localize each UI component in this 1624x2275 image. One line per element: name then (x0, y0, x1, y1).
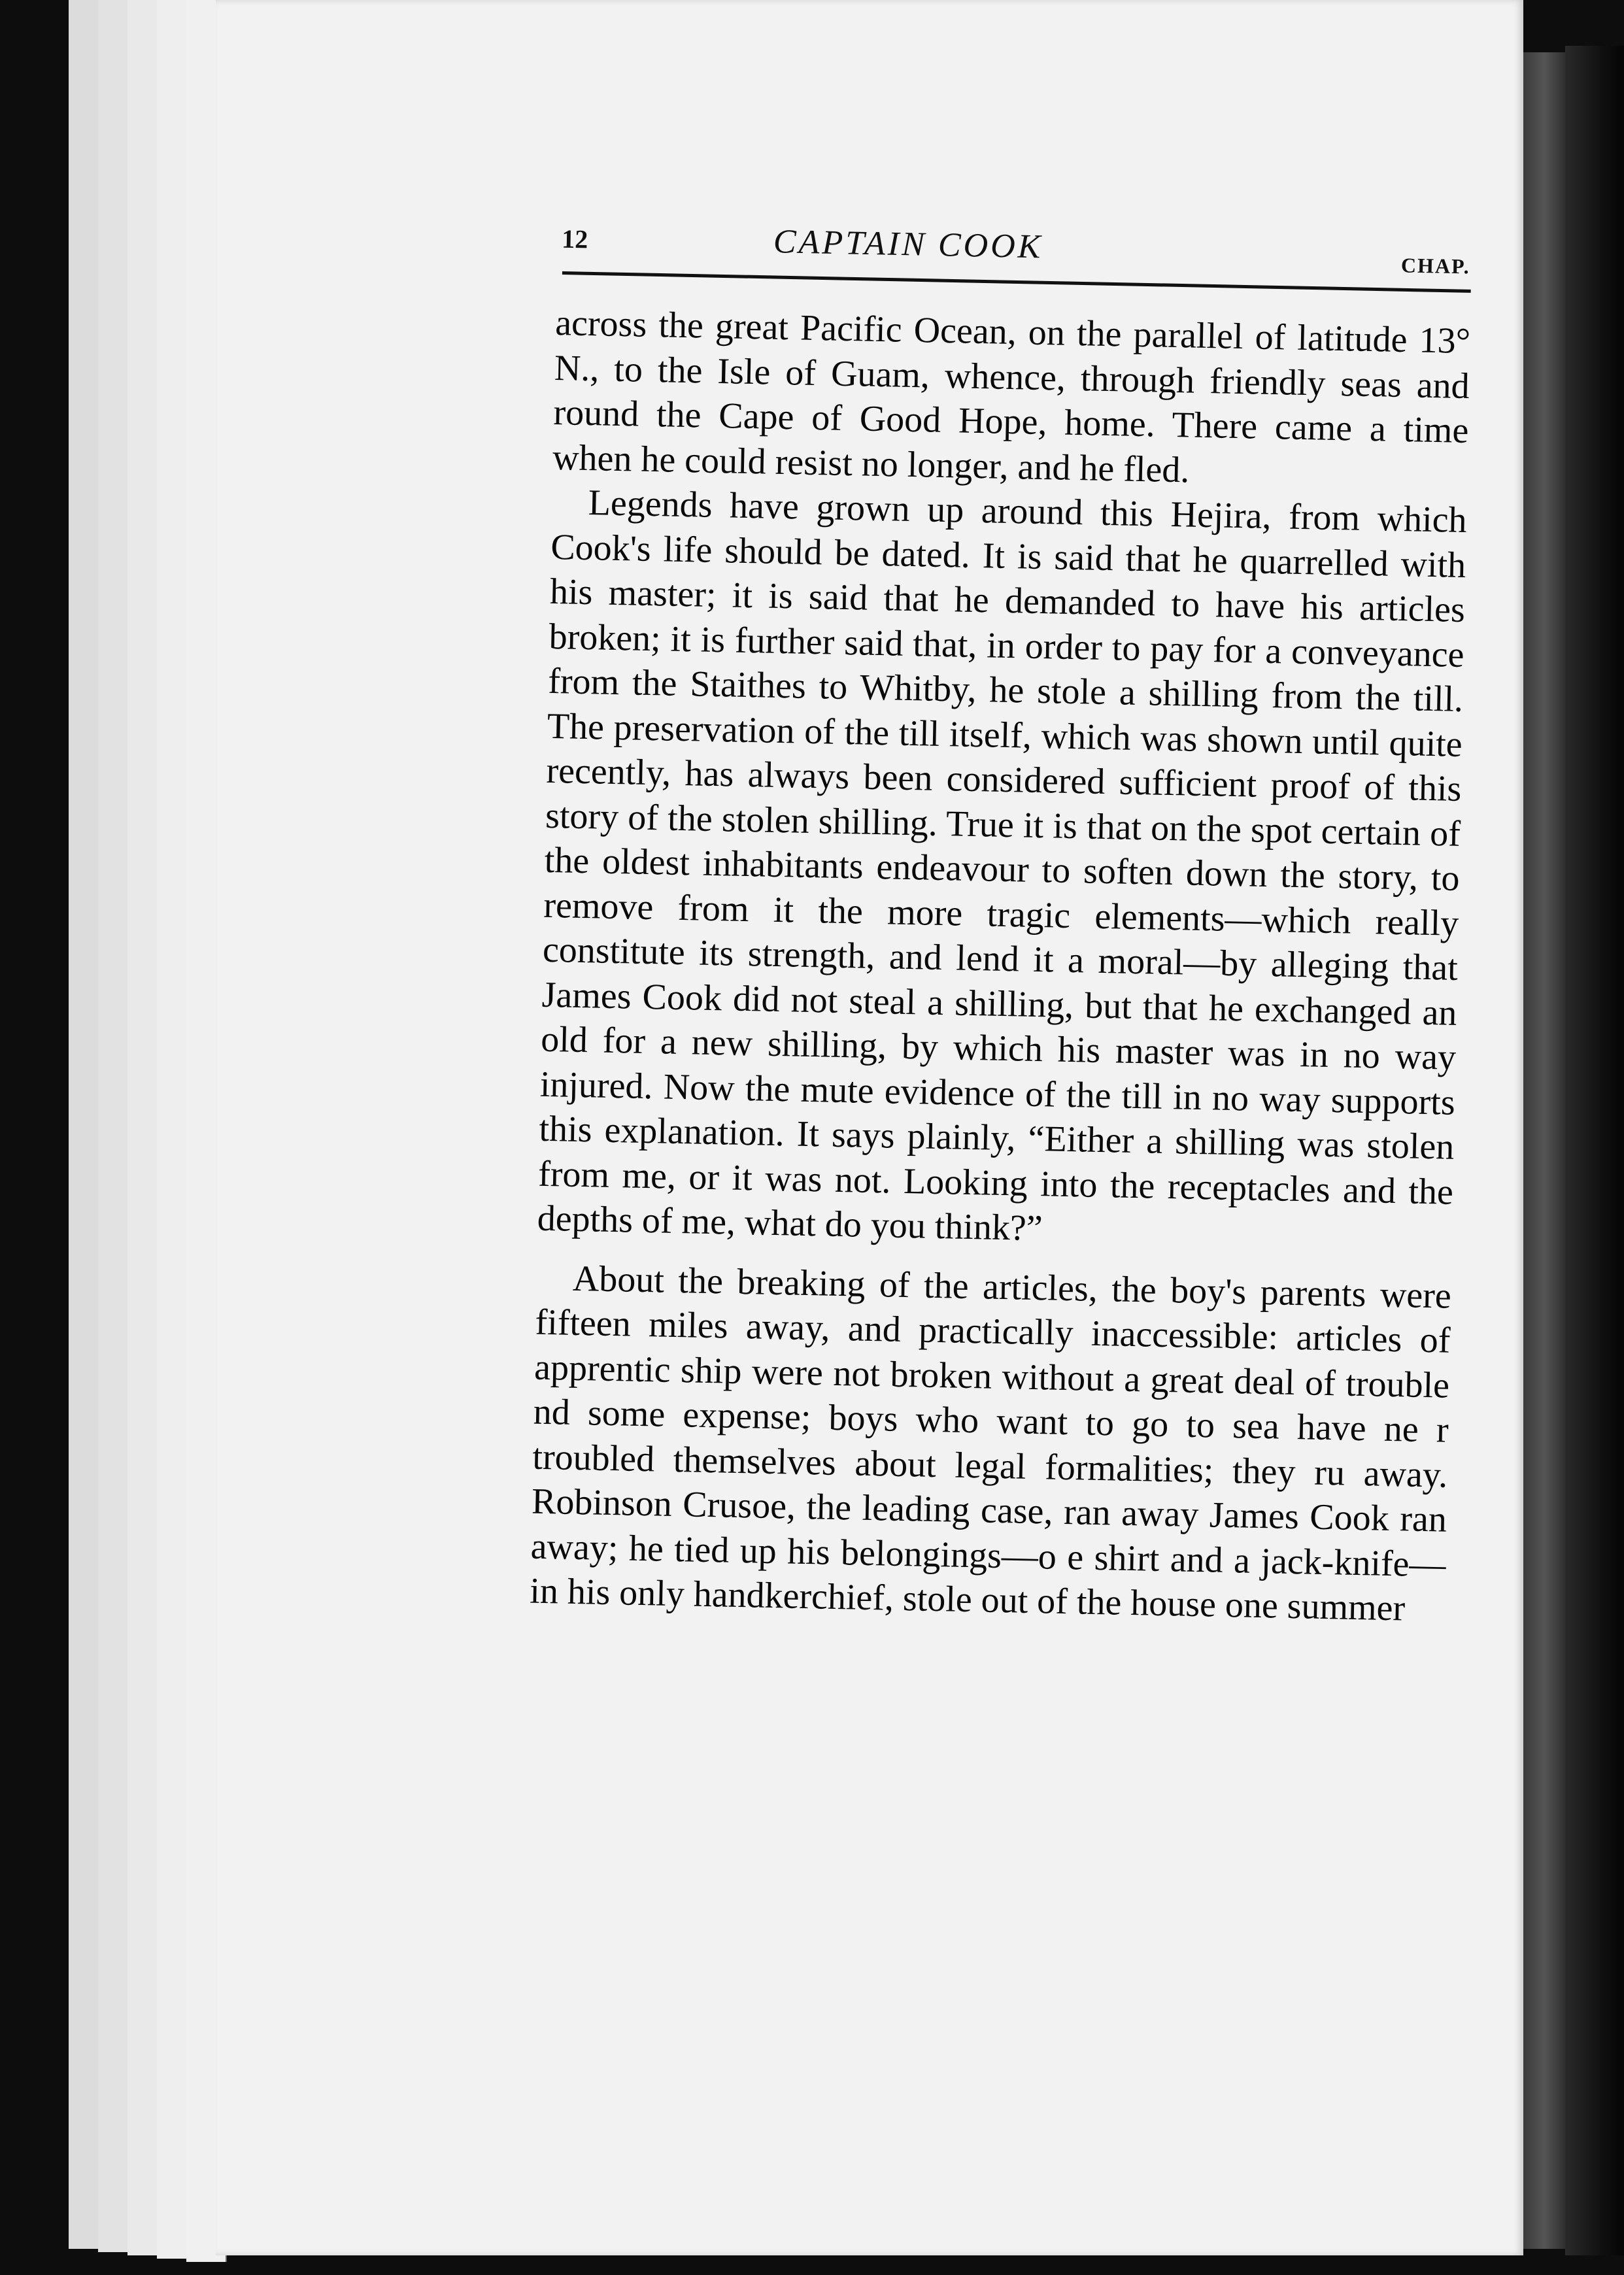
paragraph: Legends have grown up around this Hejira, from which Cook's life should be dated. It is said that he quarrelled with his master; it is said that he demanded to have his articles broken; it is further said that, in order to pay for a conveyance from the Staithes to Whitby, he stole a shilling from the till. The preservation of the till itself, which was shown until quite recently, has always been considered sufficient proof of this story of the stolen shilling. True it is that on the spot certain of the oldest inhabitants endeavour to soften down the story, to remove from it the more tragic elements—which really constitute its strength, and lend it a moral—by alleging that James Cook did not steal a shilling, but that he exchanged an old for a new shilling, by which his master was in no way injured. Now the mute evidence of the till in no way supports this explanation. It says plainly, “Either a shilling was stolen from me, or it was not. Looking into the receptacles and the depths of me, what do you think?” (537, 482, 1468, 1249)
book-binding-shadow (1523, 52, 1566, 2249)
paragraph: About the breaking of the articles, the boy's parents were fifteen miles away, and practically inaccessible: articles of apprentic ship were not broken without a great deal of trouble nd some expense; boys who want to go to sea have ne r troubled themselves about legal formalities; they ru away. Robinson Crusoe, the leading case, ran away James Cook ran away; he tied up his belongings—o e shirt and a jack-knife—in his only handkerchief, stole out of the house one summer (529, 1258, 1452, 1629)
running-title: CAPTAIN COOK (773, 223, 1043, 266)
page-number: 12 (561, 224, 588, 254)
body-text (530, 301, 1471, 1632)
book-binding (1565, 46, 1624, 2255)
chapter-label: CHAP. (1400, 253, 1471, 278)
paragraph: across the great Pacific Ocean, on the parallel of latitude 13° N., to the Isle of Guam, whence, through friendly seas and round the Cape of Good Hope, home. There came a time when he could resist no longer, and he fled. (552, 302, 1471, 491)
